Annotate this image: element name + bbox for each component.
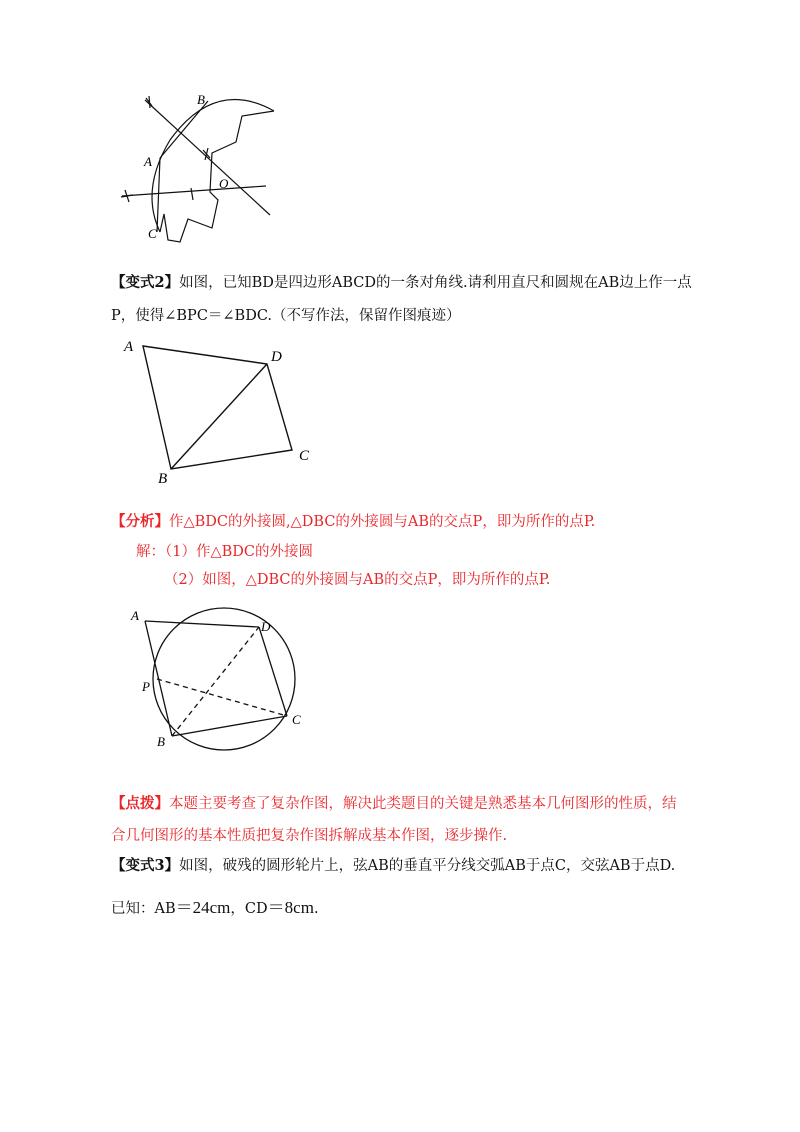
dashed-pc — [157, 679, 287, 716]
fig1-label-c: C — [148, 226, 157, 241]
fig3-label-b: B — [157, 734, 165, 749]
fig3-label-a: A — [131, 608, 139, 623]
fig2-label-d: D — [271, 349, 282, 365]
given-sep: ，CD — [230, 901, 268, 917]
circumcircle — [153, 608, 295, 750]
cd-value: ＝8cm — [267, 898, 314, 917]
solution-line2: （2）如图，△DBC的外接圆与AB的交点P，即为所作的点P. — [164, 572, 551, 588]
ab-value: ＝24cm — [175, 898, 231, 917]
given-end: . — [313, 901, 319, 917]
fig2-label-b: B — [158, 471, 168, 487]
fig2-label-a: A — [124, 339, 134, 355]
fig2-label-c: C — [299, 448, 310, 464]
variant3-line1: 【变式3】如图，破残的圆形轮片上，弦AB的垂直平分线交弧AB于点C，交弦AB于点D. — [111, 857, 676, 874]
tip-line2: 合几何图形的基本性质把复杂作图拆解成基本作图，逐步操作. — [111, 828, 508, 844]
fig3-label-c: C — [292, 712, 301, 727]
variant3-given — [111, 898, 319, 919]
fig1-label-b: B — [197, 92, 205, 107]
side-ad — [145, 621, 259, 627]
solution-label: 解： — [136, 544, 165, 560]
fig3-label-d: D — [261, 619, 271, 634]
variant2-tag: 【变式2】 — [111, 274, 180, 291]
fig3-label-p: P — [142, 679, 150, 694]
variant3-tag: 【变式3】 — [111, 857, 180, 874]
given-prefix: 已知：AB — [111, 901, 176, 917]
tip-line1: 【点拨】本题主要考查了复杂作图，解决此类题目的关键是熟悉基本几何图形的性质，结 — [111, 795, 677, 812]
variant2-line2: P，使得∠BPC＝∠BDC.（不写作法，保留作图痕迹） — [111, 308, 461, 324]
dashed-bd — [172, 627, 259, 736]
variant2-line1: 【变式2】如图，已知BD是四边形ABCD的一条对角线.请利用直尺和圆规在AB边上作一点 — [111, 274, 692, 291]
fig1-label-o: O — [219, 176, 229, 191]
tip-tag: 【点拨】 — [111, 795, 169, 812]
analysis-tag: 【分析】 — [111, 513, 169, 530]
solution-line1: 解：（1）作△BDC的外接圆 — [136, 544, 314, 560]
analysis-line: 【分析】作△BDC的外接圆,△DBC的外接圆与AB的交点P，即为所作的点P. — [111, 513, 596, 530]
fig1-label-a: A — [144, 154, 152, 169]
